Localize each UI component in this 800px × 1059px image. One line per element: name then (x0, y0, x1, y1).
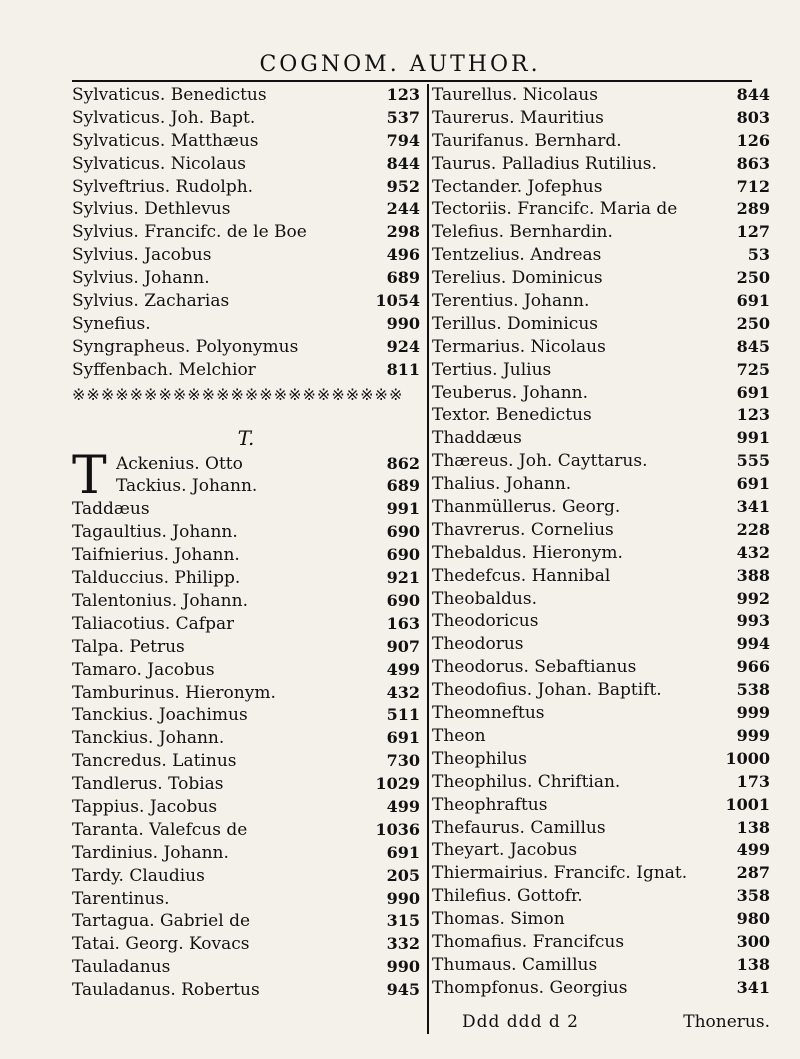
entry-name: Sylvius. Dethlevus (72, 199, 231, 220)
index-entry (72, 842, 420, 865)
entry-page-number: 205 (386, 865, 420, 885)
left-column (72, 84, 420, 1002)
entry-page-number: 555 (736, 451, 770, 471)
index-entry (72, 590, 420, 613)
entry-page-number: 725 (736, 359, 770, 379)
entry-name: Thalius. Johann. (432, 474, 572, 495)
entry-page-number: 992 (736, 588, 770, 608)
entry-name: Talpa. Petrus (72, 636, 185, 657)
index-entry (432, 450, 770, 473)
entry-page-number: 123 (386, 85, 420, 104)
dropcap-entries (72, 445, 420, 506)
index-entry (432, 885, 770, 908)
index-entry (432, 336, 770, 359)
entry-name: Tardy. Claudius (72, 865, 205, 886)
index-entry (72, 244, 420, 267)
entry-name: Thomafius. Francifcus (432, 931, 625, 952)
index-entry (432, 725, 770, 748)
index-entry (72, 750, 420, 773)
entry-name: Taurerus. Mauritius (432, 107, 604, 128)
index-entry (72, 910, 420, 933)
entry-name: Teuberus. Johann. (432, 382, 589, 403)
index-entry (72, 107, 420, 130)
entry-page-number: 921 (386, 568, 420, 588)
index-entry (432, 771, 770, 794)
entry-name: Theobaldus. (432, 588, 537, 609)
entry-page-number: 811 (386, 359, 420, 379)
entry-page-number: 1000 (725, 748, 770, 768)
entry-name: Tanckius. Joachimus (72, 705, 248, 726)
entry-page-number: 690 (386, 522, 420, 542)
index-entry (72, 84, 420, 107)
entry-page-number: 863 (736, 153, 770, 173)
entry-page-number: 538 (736, 680, 770, 700)
page-header: COGNOM. AUTHOR. (259, 52, 541, 77)
entry-name: Theophilus. Chriftian. (432, 771, 621, 792)
index-entry (72, 176, 420, 199)
entry-page-number: 945 (386, 980, 420, 1000)
signature-mark: Ddd ddd d 2 (462, 1012, 579, 1032)
entry-name: Thedefcus. Hannibal (432, 565, 611, 586)
entry-page-number: 994 (736, 634, 770, 654)
entry-page-number: 341 (736, 497, 770, 517)
entry-name: Theodorus. Sebaftianus (432, 657, 637, 678)
index-entry (432, 610, 770, 633)
entry-page-number: 730 (386, 751, 420, 771)
entry-name: Sylvius. Jacobus (72, 245, 212, 266)
entry-page-number: 966 (736, 657, 770, 677)
entry-name: Taliacotius. Cafpar (72, 613, 235, 634)
entry-name: Thomas. Simon (432, 909, 565, 930)
index-entry (72, 682, 420, 705)
entry-page-number: 244 (386, 199, 420, 219)
index-entry (72, 865, 420, 888)
index-entry (432, 427, 770, 450)
entry-name: Thanmüllerus. Georg. (432, 497, 621, 518)
index-entry (432, 198, 770, 221)
index-entry (432, 588, 770, 611)
index-entry (72, 453, 420, 476)
entry-page-number: 991 (386, 499, 420, 519)
index-entry (72, 221, 420, 244)
entry-name: Taurifanus. Bernhard. (432, 130, 622, 151)
index-entry (72, 704, 420, 727)
index-entry (432, 977, 770, 1000)
index-entry (432, 817, 770, 840)
entry-name: Syngrapheus. Polyonymus (72, 336, 299, 357)
entry-page-number: 1029 (375, 774, 420, 794)
index-entry (72, 336, 420, 359)
entry-page-number: 691 (386, 842, 420, 862)
entry-page-number: 53 (747, 245, 770, 265)
entry-page-number: 691 (736, 474, 770, 494)
index-entry (72, 888, 420, 911)
entry-page-number: 907 (386, 636, 420, 656)
entry-page-number: 127 (736, 222, 770, 242)
entry-page-number: 990 (386, 313, 420, 333)
entry-page-number: 388 (736, 565, 770, 585)
index-entry (72, 636, 420, 659)
index-entry (432, 565, 770, 588)
entry-page-number: 138 (736, 817, 770, 837)
entry-page-number: 691 (386, 728, 420, 748)
index-entry (72, 773, 420, 796)
entry-name: Theodofius. Johan. Baptift. (432, 680, 662, 701)
entry-page-number: 138 (736, 954, 770, 974)
entry-name: Thæreus. Joh. Cayttarus. (432, 451, 648, 472)
entry-name: Thiermairius. Francifc. Ignat. (432, 863, 688, 884)
index-entry (432, 862, 770, 885)
entry-name: Syffenbach. Melchior (72, 359, 256, 380)
entry-name: Theomneftus (432, 703, 545, 724)
entry-name: Tartagua. Gabriel de (72, 911, 251, 932)
entry-name: Taranta. Valefcus de (72, 819, 248, 840)
entry-page-number: 163 (386, 613, 420, 633)
entry-name: Sylvius. Johann. (72, 268, 210, 289)
index-entry (432, 130, 770, 153)
right-column (432, 84, 770, 1000)
entry-name: Tandlerus. Tobias (72, 774, 224, 795)
index-entry (72, 956, 420, 979)
entry-name: Sylvaticus. Benedictus (72, 85, 267, 105)
entry-page-number: 924 (386, 336, 420, 356)
entry-name: Taddæus (72, 499, 150, 520)
entry-name: Thompfonus. Georgius (432, 977, 628, 998)
entry-page-number: 690 (386, 590, 420, 610)
entry-name: Tertius. Julius (432, 359, 552, 380)
entry-page-number: 990 (386, 957, 420, 977)
entry-name: Telefius. Bernhardin. (432, 222, 613, 243)
entry-page-number: 691 (736, 291, 770, 311)
entry-page-number: 289 (736, 199, 770, 219)
entry-page-number: 499 (386, 796, 420, 816)
index-entry (72, 727, 420, 750)
entry-name: Talentonius. Johann. (72, 590, 248, 611)
index-entry (432, 633, 770, 656)
index-entry (432, 382, 770, 405)
entry-page-number: 844 (736, 85, 770, 104)
entry-name: Thaddæus (432, 428, 522, 449)
index-entry (432, 221, 770, 244)
entry-page-number: 712 (736, 176, 770, 196)
entry-name: Sylvaticus. Nicolaus (72, 153, 247, 174)
index-entry (72, 290, 420, 313)
entry-name: Synefius. (72, 313, 151, 334)
entry-page-number: 990 (386, 888, 420, 908)
catchword: Thonerus. (683, 1012, 770, 1032)
entry-name: Tamburinus. Hieronym. (72, 682, 276, 703)
entry-page-number: 690 (386, 545, 420, 565)
entry-page-number: 287 (736, 863, 770, 883)
entry-page-number: 845 (736, 336, 770, 356)
index-entry (432, 679, 770, 702)
entry-page-number: 689 (386, 268, 420, 288)
entry-name: Thebaldus. Hieronym. (432, 542, 623, 563)
index-entry (432, 359, 770, 382)
index-entry (432, 404, 770, 427)
entry-name: Terentius. Johann. (432, 291, 590, 312)
index-entry (432, 496, 770, 519)
entry-page-number: 999 (736, 725, 770, 745)
entry-page-number: 537 (386, 107, 420, 127)
entry-name: Thefaurus. Camillus (432, 817, 606, 838)
index-entry (72, 267, 420, 290)
entry-page-number: 862 (386, 453, 420, 473)
index-entry (432, 290, 770, 313)
entry-name: Tauladanus (72, 957, 171, 978)
index-entry (432, 748, 770, 771)
entry-name: Tagaultius. Johann. (72, 522, 238, 543)
entry-name: Sylvaticus. Matthæus (72, 130, 259, 151)
index-entry (432, 84, 770, 107)
entry-page-number: 126 (736, 130, 770, 150)
index-entry (72, 933, 420, 956)
index-entry (432, 908, 770, 931)
entry-name: Theophraftus (432, 794, 548, 815)
entry-name: Tauladanus. Robertus (72, 980, 260, 1001)
entry-page-number: 250 (736, 313, 770, 333)
entry-name: Theon (432, 725, 486, 746)
entry-page-number: 1001 (725, 794, 770, 814)
entry-name: Tappius. Jacobus (72, 796, 218, 817)
page-footer (432, 1012, 770, 1032)
entry-page-number: 300 (736, 931, 770, 951)
entry-page-number: 980 (736, 909, 770, 929)
entry-name: Taurellus. Nicolaus (432, 85, 598, 105)
entry-name: Tectander. Jofephus (432, 176, 603, 197)
index-entry (72, 198, 420, 221)
entry-page-number: 341 (736, 977, 770, 997)
entry-name: Textor. Benedictus (432, 405, 592, 426)
entry-name: Tarentinus. (72, 888, 170, 909)
index-entry (432, 656, 770, 679)
entry-name: Theodorus (432, 634, 524, 655)
entry-name: Sylveftrius. Rudolph. (72, 176, 254, 197)
index-entry (432, 931, 770, 954)
entry-page-number: 803 (736, 107, 770, 127)
index-entry (432, 313, 770, 336)
entry-name: Theodoricus (432, 611, 539, 632)
entry-name: Tamaro. Jacobus (72, 659, 215, 680)
entry-name: Ackenius. Otto (116, 453, 243, 474)
index-entry (72, 498, 420, 521)
entry-page-number: 794 (386, 130, 420, 150)
entry-name: Tanckius. Johann. (72, 728, 225, 749)
index-entry (432, 519, 770, 542)
index-entry (72, 130, 420, 153)
entry-page-number: 689 (386, 476, 420, 496)
entry-name: Tentzelius. Andreas (432, 245, 602, 266)
entry-page-number: 1054 (375, 291, 420, 311)
entry-name: Tectoriis. Francifc. Maria de (432, 199, 678, 220)
header-rule (72, 80, 752, 82)
index-entry (432, 107, 770, 130)
entry-page-number: 993 (736, 611, 770, 631)
entry-page-number: 691 (736, 382, 770, 402)
dropcap-block (72, 445, 420, 506)
index-entry (72, 153, 420, 176)
entry-page-number: 332 (386, 934, 420, 954)
entry-page-number: 499 (736, 840, 770, 860)
entry-name: Tardinius. Johann. (72, 842, 229, 863)
entry-page-number: 123 (736, 405, 770, 425)
entry-name: Taifnierius. Johann. (72, 545, 240, 566)
index-entry (72, 544, 420, 567)
entry-page-number: 228 (736, 519, 770, 539)
index-entry (72, 313, 420, 336)
index-entry (72, 521, 420, 544)
entry-name: Tackius. Johann. (116, 476, 258, 497)
entry-name: Talduccius. Philipp. (72, 568, 241, 589)
section-letter: T. (237, 425, 255, 450)
entry-page-number: 358 (736, 886, 770, 906)
left-entries-s (72, 84, 420, 382)
entry-name: Thavrerus. Cornelius (432, 519, 614, 540)
entry-name: Thumaus. Camillus (432, 954, 598, 975)
entry-page-number: 496 (386, 245, 420, 265)
index-entry (72, 659, 420, 682)
index-entry (432, 244, 770, 267)
index-entry (432, 839, 770, 862)
index-entry (432, 267, 770, 290)
entry-page-number: 1036 (375, 819, 420, 839)
index-entry (72, 819, 420, 842)
index-entry (432, 153, 770, 176)
index-entry (72, 979, 420, 1002)
entry-page-number: 511 (386, 705, 420, 725)
entry-name: Tancredus. Latinus (72, 751, 237, 772)
index-entry (432, 702, 770, 725)
index-entry (432, 473, 770, 496)
entry-page-number: 432 (736, 542, 770, 562)
entry-page-number: 952 (386, 176, 420, 196)
left-entries-t (72, 498, 420, 1002)
index-entry (432, 542, 770, 565)
index-entry (432, 954, 770, 977)
entry-name: Tatai. Georg. Kovacs (72, 934, 250, 955)
entry-name: Terelius. Dominicus (432, 268, 603, 289)
index-entry (72, 567, 420, 590)
entry-name: Theophilus (432, 748, 527, 769)
entry-name: Terillus. Dominicus (432, 313, 598, 334)
index-entry (72, 613, 420, 636)
entry-name: Thilefius. Gottofr. (432, 886, 583, 907)
entry-page-number: 250 (736, 268, 770, 288)
index-entry (72, 796, 420, 819)
entry-name: Termarius. Nicolaus (432, 336, 606, 357)
entry-page-number: 991 (736, 428, 770, 448)
entry-name: Sylvius. Francifc. de le Boe (72, 222, 307, 243)
entry-page-number: 298 (386, 222, 420, 242)
entry-name: Taurus. Palladius Rutilius. (432, 153, 657, 174)
index-entry (72, 359, 420, 382)
entry-page-number: 173 (736, 771, 770, 791)
ornament-divider: ※※※※※※※※※※※※※※※※※※※※※※※ (72, 384, 404, 404)
entry-name: Sylvius. Zacharias (72, 291, 230, 312)
entry-name: Theyart. Jacobus (432, 840, 578, 861)
entry-page-number: 432 (386, 682, 420, 702)
index-entry (72, 475, 420, 498)
entry-page-number: 499 (386, 659, 420, 679)
entry-page-number: 315 (386, 911, 420, 931)
column-divider (427, 84, 429, 1034)
index-entry (432, 176, 770, 199)
entry-name: Sylvaticus. Joh. Bapt. (72, 107, 256, 128)
dropcap: T (72, 445, 107, 506)
entry-page-number: 999 (736, 703, 770, 723)
entry-page-number: 844 (386, 153, 420, 173)
index-entry (432, 794, 770, 817)
